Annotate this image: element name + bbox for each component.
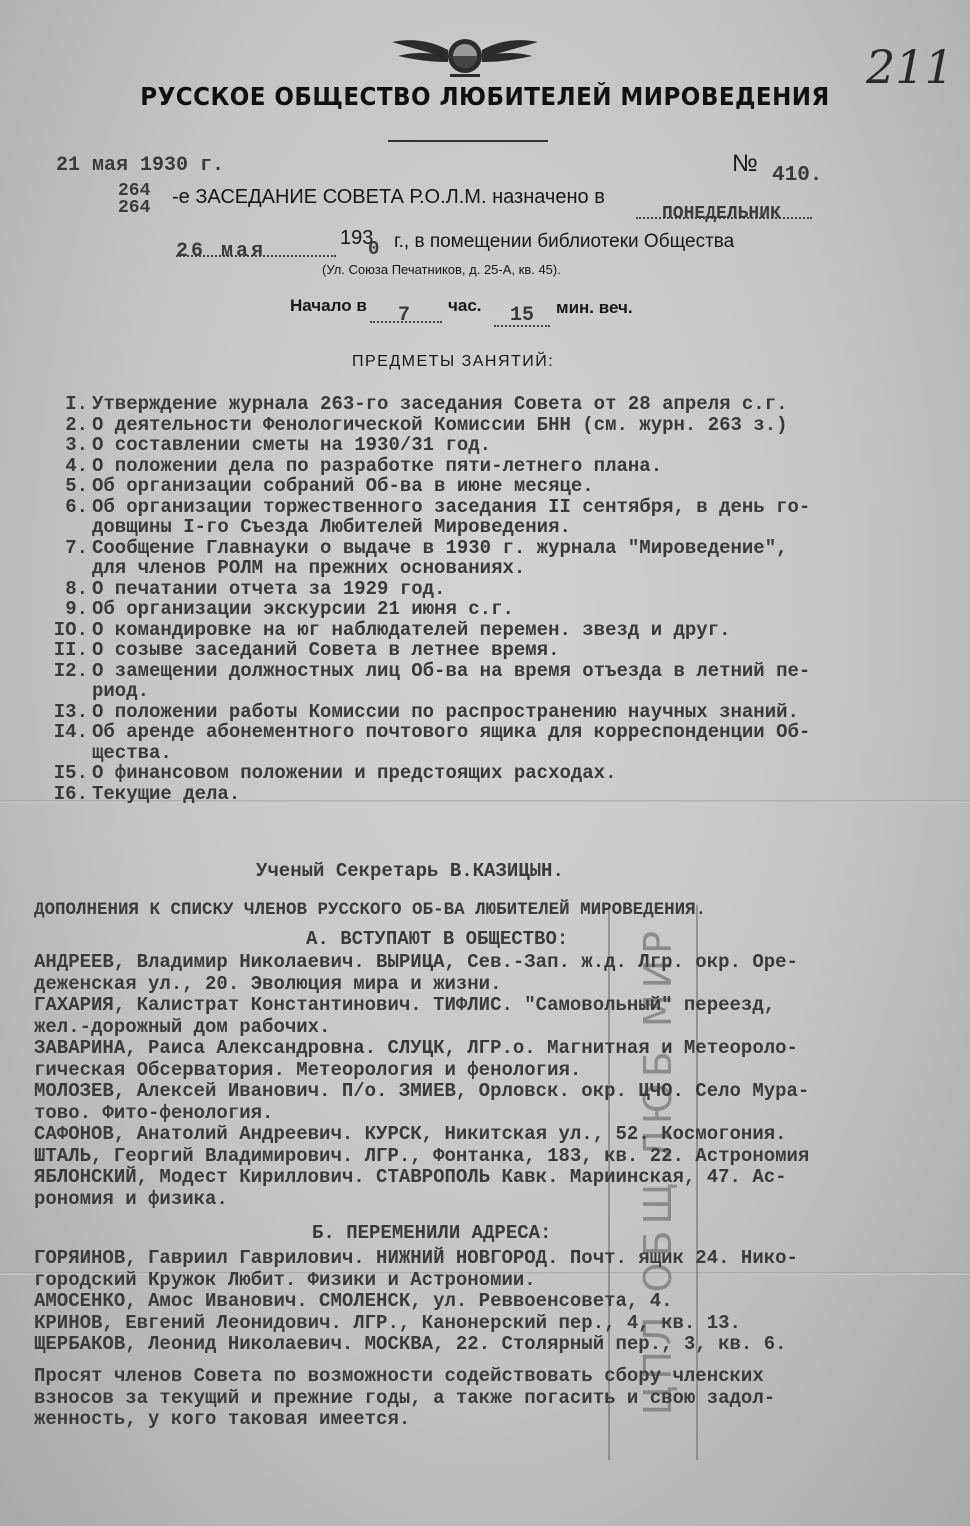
- agenda-item: II. О созыве заседаний Совета в летнее время.: [53, 639, 560, 661]
- archive-number: 211: [866, 40, 954, 94]
- member-line: МОЛОЗЕВ, Алексей Иванович. П/о. ЗМИЕВ, Орловск. окр. ЦЧО. Село Мура-: [34, 1080, 810, 1102]
- title-rule: [388, 140, 548, 142]
- section-b-heading: Б. ПЕРЕМЕНИЛИ АДРЕСА:: [312, 1222, 552, 1244]
- notice-number: 410.: [772, 164, 823, 187]
- member-line: ЩЕРБАКОВ, Леонид Николаевич. МОСКВА, 22. Столярный пер., 3, кв. 6.: [34, 1333, 787, 1355]
- session-text: -е ЗАСЕДАНИЕ СОВЕТА Р.О.Л.М. назначено в: [172, 186, 605, 208]
- member-line: АНДРЕЕВ, Владимир Николаевич. ВЫРИЦА, Сев.-Зап. ж.д. Лгр. окр. Оре-: [34, 951, 798, 973]
- start-label: Начало в: [290, 296, 367, 315]
- archive-stamp: ЦПЛ ОБЩ ЛЮБ МИР: [596, 905, 716, 1460]
- society-title: РУССКОЕ ОБЩЕСТВО ЛЮБИТЕЛЕЙ МИРОВЕДЕНИЯ: [140, 82, 830, 111]
- member-line: ГОРЯИНОВ, Гавриил Гаврилович. НИЖНИЙ НОВГОРОД. Почт. ящик 24. Нико-: [34, 1247, 798, 1269]
- member-line: ГАХАРИЯ, Калистрат Константинович. ТИФЛИС. "Самовольный" переезд,: [34, 994, 776, 1016]
- member-line: рономия и физика.: [34, 1187, 228, 1210]
- member-line: АМОСЕНКО, Амос Иванович. СМОЛЕНСК, ул. Реввоенсовета, 4.: [34, 1290, 673, 1312]
- notice-date: 21 мая 1930 г.: [56, 154, 225, 177]
- minutes-label: мин. веч.: [556, 298, 633, 317]
- member-line: тово. Фито-фенология.: [34, 1101, 274, 1124]
- agenda-item: I2. О замещении должностных лиц Об-ва на время отъезда в летний пе- риод.: [53, 659, 811, 702]
- closing-line: женность, у кого таковая имеется.: [34, 1408, 411, 1430]
- agenda-item: 6. Об организации торжественного заседания II сентября, в день го- довщины I-го Съезда Любителей Мироведения.: [65, 495, 811, 538]
- member-line: КРИНОВ, Евгений Леонидович. ЛГР., Канонерский пер., 4, кв. 13.: [34, 1311, 741, 1334]
- society-address: (Ул. Союза Печатников, д. 25-А, кв. 45).: [322, 262, 561, 277]
- session-number: 264 264: [118, 181, 151, 218]
- member-line: деженская ул., 20. Эволюция мира и жизни.: [34, 972, 502, 995]
- agenda-heading: ПРЕДМЕТЫ ЗАНЯТИЙ:: [352, 353, 555, 370]
- members-heading: ДОПОЛНЕНИЯ К СПИСКУ ЧЛЕНОВ РУССКОГО ОБ-ВА ЛЮБИТЕЛЕЙ МИРОВЕДЕНИЯ.: [34, 900, 707, 920]
- agenda-item: I4. Об аренде абонементного почтового ящика для корреспонденции Об- щества.: [53, 721, 811, 764]
- agenda-item: 8. О печатании отчета за 1929 год.: [65, 577, 446, 600]
- year-digit: 0: [368, 238, 380, 260]
- winged-globe-emblem: [390, 30, 540, 90]
- member-line: городский Кружок Любит. Физики и Астрономии.: [34, 1268, 536, 1291]
- agenda-item: I5. О финансовом положении и предстоящих расходах.: [53, 762, 617, 784]
- agenda-item: 9. Об организации экскурсии 21 июня с.г.: [65, 598, 514, 620]
- number-label: №: [732, 150, 758, 177]
- agenda-item: IO. О командировке на юг наблюдателей перемен. звезд и друг.: [53, 618, 731, 641]
- agenda-item: I3. О положении работы Комиссии по распространению научных знаний.: [53, 700, 799, 723]
- agenda-item: I6. Текущие дела.: [53, 782, 241, 805]
- meeting-location: г., в помещении библиотеки Общества: [394, 231, 735, 252]
- agenda-item: I. Утверждение журнала 263-го заседания Совета от 28 апреля с.г.: [65, 393, 788, 415]
- year-printed: 193: [340, 227, 374, 249]
- member-line: гическая Обсерватория. Метеорология и фенология.: [34, 1058, 582, 1081]
- member-line: ЗАВАРИНА, Раиса Александровна. СЛУЦК, ЛГР.о. Магнитная и Метеороло-: [34, 1037, 798, 1059]
- section-a-list: [34, 952, 809, 1210]
- hour-label: час.: [448, 296, 482, 315]
- secretary-signature: Ученый Секретарь В.КАЗИЦЫН.: [256, 860, 564, 882]
- member-line: САФОНОВ, Анатолий Андреевич. КУРСК, Никитская ул., 52. Космогония.: [34, 1123, 787, 1145]
- member-line: ШТАЛЬ, Георгий Владимирович. ЛГР., Фонтанка, 183, кв. 22. Астрономия: [34, 1144, 810, 1167]
- weekday: ПОНЕДЕЛЬНИК: [662, 204, 781, 224]
- section-b-list: [34, 1248, 798, 1356]
- start-hour: 7: [398, 304, 411, 327]
- agenda-item: 3. О составлении сметы на 1930/31 год.: [65, 434, 492, 456]
- closing-request: [34, 1366, 775, 1431]
- section-a-heading: А. ВСТУПАЮТ В ОБЩЕСТВО:: [306, 928, 569, 950]
- agenda-item: 5. Об организации собраний Об-ва в июне месяце.: [65, 475, 594, 497]
- agenda-item: 4. О положении дела по разработке пяти-летнего плана.: [65, 454, 663, 477]
- agenda-list: [50, 394, 930, 804]
- agenda-item: 7. Сообщение Главнауки о выдаче в 1930 г. журнала "Мироведение", для членов РОЛМ на прежних основаниях.: [65, 536, 788, 579]
- meeting-date: 26 мая: [176, 240, 267, 263]
- agenda-item: 2. О деятельности Фенологической Комиссии БНН (см. журн. 263 з.): [65, 413, 788, 436]
- closing-line: Просят членов Совета по возможности содействовать сбору членских: [34, 1365, 764, 1387]
- start-minutes: 15: [510, 304, 535, 327]
- closing-line: взносов за текущий и прежние годы, а также погасить и свою задол-: [34, 1386, 776, 1409]
- member-line: жел.-дорожный дом рабочих.: [34, 1015, 331, 1038]
- member-line: ЯБЛОНСКИЙ, Модест Кириллович. СТАВРОПОЛЬ Кавк. Мариинская, 47. Ас-: [34, 1166, 787, 1188]
